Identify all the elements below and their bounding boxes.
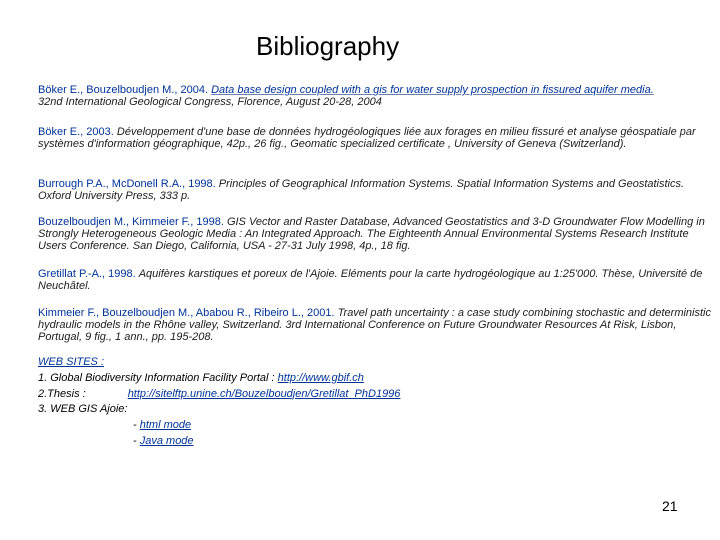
list-dash: - bbox=[133, 419, 137, 432]
page-title: Bibliography bbox=[256, 31, 400, 61]
html-mode-link[interactable]: html mode bbox=[139, 419, 192, 432]
reference-entry bbox=[38, 126, 718, 150]
reference-entry bbox=[38, 307, 718, 343]
reference-work: Aquifères karstiques et poreux de l'Ajoie. Eléments pour la carte hydrogéologique au 1:25'000. Thèse, Université de Neuchâtel. bbox=[38, 268, 703, 292]
reference-work: Travel path uncertainty : a case study combining stochastic and deterministic hydraulic models in the Rhône valley, Switzerland. 3rd International Conference on Future Groundwater Resources At Risk, Lisbon, Portugal, 9 fig., 1 ann., pp. 195-208. bbox=[38, 307, 711, 343]
reference-authors: Böker E., Bouzelboudjen M., 2004. bbox=[38, 84, 208, 96]
reference-entry bbox=[38, 178, 718, 202]
list-dash: - bbox=[133, 434, 137, 447]
reference-authors: Bouzelboudjen M., Kimmeier F., 1998. bbox=[38, 216, 224, 228]
web-sites-section bbox=[38, 355, 698, 450]
reference-work: Développement d'une base de données hydrogéologiques liée aux forages en milieu fissuré et analyse géospatiale par systèmes d'information géographique, 42p., 26 fig., Geomatic specialized certificate , University of Geneva (Switzerland). bbox=[38, 126, 696, 150]
reference-authors: Böker E., 2003. bbox=[38, 126, 114, 138]
web-site-label: 3. WEB GIS Ajoie: bbox=[38, 403, 128, 416]
web-sites-heading: WEB SITES : bbox=[38, 356, 105, 368]
reference-entry bbox=[38, 216, 718, 252]
web-site-label: 2.Thesis : bbox=[38, 387, 86, 400]
reference-entry bbox=[38, 268, 718, 292]
reference-entry bbox=[38, 84, 718, 108]
gbif-link[interactable]: http://www.gbif.ch bbox=[277, 371, 364, 384]
reference-details: 32nd International Geological Congress, Florence, August 20-28, 2004 bbox=[38, 96, 382, 108]
java-mode-link[interactable]: Java mode bbox=[139, 434, 194, 447]
reference-work: GIS Vector and Raster Database, Advanced Geostatistics and 3-D Groundwater Flow Modelling in Strongly Heterogeneous Geologic Media : An Integrated Approach. The Eighteenth Annual Environmental Systems Research Institute Users Conference. San Diego, California, USA - 27-31 July 1998, 4p., 18 fig. bbox=[38, 216, 705, 252]
reference-authors: Gretillat P.-A., 1998. bbox=[38, 268, 136, 280]
reference-title: Data base design coupled with a gis for water supply prospection in fissured aquifer media. bbox=[211, 84, 654, 96]
reference-authors: Kimmeier F., Bouzelboudjen M., Ababou R., Ribeiro L., 2001. bbox=[38, 307, 335, 319]
reference-authors: Burrough P.A., McDonell R.A., 1998. bbox=[38, 178, 216, 190]
page-number: 21 bbox=[662, 498, 678, 514]
reference-work: Principles of Geographical Information Systems. Spatial Information Systems and Geostatistics. Oxford University Press, 333 p. bbox=[38, 178, 685, 202]
thesis-link[interactable]: http://sitelftp.unine.ch/Bouzelboudjen/Gretillat_PhD1996 bbox=[127, 387, 401, 400]
web-site-label: 1. Global Biodiversity Information Facility Portal : bbox=[38, 371, 275, 384]
